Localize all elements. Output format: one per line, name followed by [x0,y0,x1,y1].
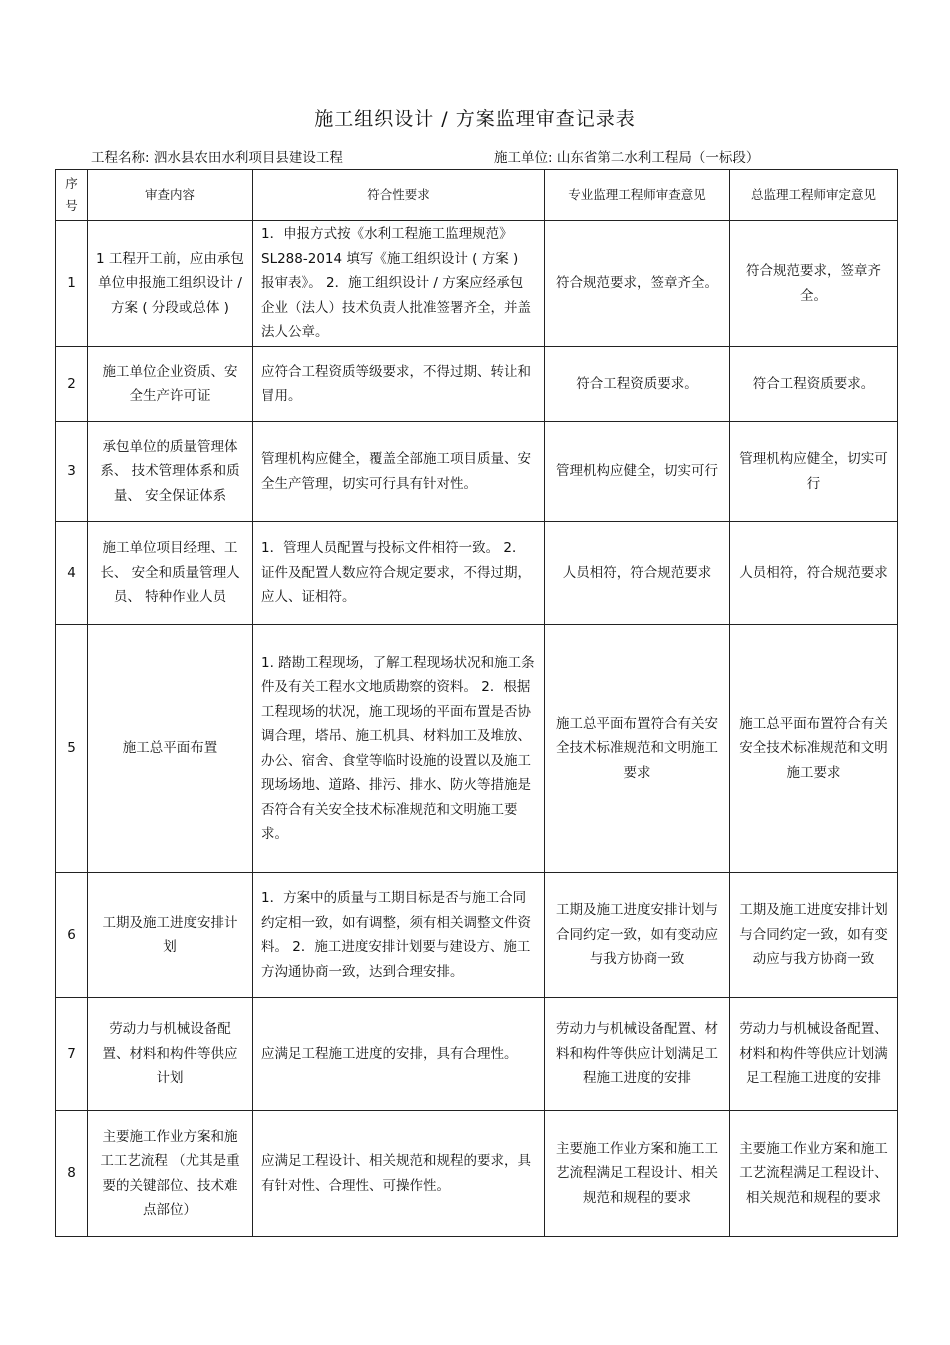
row-requirement: 1．管理人员配置与投标文件相符一致。 2．证件及配置人数应符合规定要求，不得过期，应人、证相符。 [253,522,545,625]
row-requirement: 1．申报方式按《水利工程施工监理规范》 SL288-2014 填写《施工组织设计 ( 方案 ) 报审表》。 2．施工组织设计 / 方案应经承包企业（法人）技术负责人批准签署齐全，并盖法人公章。 [253,221,545,347]
document-title: 施工组织设计 / 方案监理审查记录表 [314,108,636,130]
row-chief-opinion: 施工总平面布置符合有关安全技术标准规范和文明施工要求 [730,625,898,873]
row-requirement: 管理机构应健全，覆盖全部施工项目质量、安全生产管理，切实可行具有针对性。 [253,422,545,522]
row-chief-opinion: 符合工程资质要求。 [730,347,898,422]
row-content: 主要施工作业方案和施工工艺流程 （尤其是重要的关键部位、技术难点部位） [88,1111,253,1237]
table-row [56,998,898,1111]
row-content: 承包单位的质量管理体系、 技术管理体系和质量、 安全保证体系 [88,422,253,522]
table-header-row [56,170,898,221]
table-row [56,1111,898,1237]
row-content: 1 工程开工前，应由承包单位申报施工组织设计 / 方案 ( 分段或总体 ) [88,221,253,347]
contractor-name: 施工单位: 山东省第二水利工程局（一标段） [494,150,760,166]
row-requirement: 1. 踏勘工程现场，了解工程现场状况和施工条件及有关工程水文地质勘察的资料。 2．根据工程现场的状况，施工现场的平面布置是否协调合理，塔吊、施工机具、材料加工及堆放、办公、宿舍、食堂等临时设施的设置以及施工现场场地、道路、排污、排水、防火等措施是否符合有关安全技术标准规范和文明施工要求。 [253,625,545,873]
row-seq: 1 [56,221,88,347]
row-chief-opinion: 人员相符，符合规范要求 [730,522,898,625]
table-row [56,347,898,422]
row-content: 劳动力与机械设备配置、材料和构件等供应计划 [88,998,253,1111]
review-table [55,169,898,1237]
row-seq: 8 [56,1111,88,1237]
project-name: 工程名称: 泗水县农田水利项目县建设工程 [91,150,343,166]
row-requirement: 应满足工程施工进度的安排，具有合理性。 [253,998,545,1111]
table-row [56,422,898,522]
header-chief-opinion: 总监理工程师审定意见 [730,170,898,221]
table-row [56,221,898,347]
table-row [56,625,898,873]
row-requirement: 应符合工程资质等级要求，不得过期、转让和冒用。 [253,347,545,422]
row-seq: 5 [56,625,88,873]
row-seq: 7 [56,998,88,1111]
row-specialist-opinion: 主要施工作业方案和施工工艺流程满足工程设计、相关规范和规程的要求 [545,1111,730,1237]
row-seq: 6 [56,873,88,998]
row-specialist-opinion: 符合规范要求，签章齐全。 [545,221,730,347]
row-seq: 2 [56,347,88,422]
row-specialist-opinion: 人员相符，符合规范要求 [545,522,730,625]
table-row [56,873,898,998]
header-specialist-opinion: 专业监理工程师审查意见 [545,170,730,221]
row-content: 施工单位项目经理、工长、 安全和质量管理人员、 特种作业人员 [88,522,253,625]
row-chief-opinion: 主要施工作业方案和施工工艺流程满足工程设计、相关规范和规程的要求 [730,1111,898,1237]
row-chief-opinion: 工期及施工进度安排计划与合同约定一致，如有变动应与我方协商一致 [730,873,898,998]
row-specialist-opinion: 工期及施工进度安排计划与合同约定一致，如有变动应与我方协商一致 [545,873,730,998]
header-requirement: 符合性要求 [253,170,545,221]
row-specialist-opinion: 施工总平面布置符合有关安全技术标准规范和文明施工要求 [545,625,730,873]
row-specialist-opinion: 劳动力与机械设备配置、材料和构件等供应计划满足工程施工进度的安排 [545,998,730,1111]
row-requirement: 1．方案中的质量与工期目标是否与施工合同约定相一致，如有调整，须有相关调整文件资料。 2．施工进度安排计划要与建设方、施工方沟通协商一致，达到合理安排。 [253,873,545,998]
row-specialist-opinion: 符合工程资质要求。 [545,347,730,422]
row-chief-opinion: 管理机构应健全，切实可行 [730,422,898,522]
row-seq: 4 [56,522,88,625]
row-chief-opinion: 劳动力与机械设备配置、材料和构件等供应计划满足工程施工进度的安排 [730,998,898,1111]
header-content: 审查内容 [88,170,253,221]
header-seq: 序号 [56,170,88,221]
row-seq: 3 [56,422,88,522]
row-requirement: 应满足工程设计、相关规范和规程的要求，具有针对性、合理性、可操作性。 [253,1111,545,1237]
row-chief-opinion: 符合规范要求，签章齐全。 [730,221,898,347]
row-specialist-opinion: 管理机构应健全，切实可行 [545,422,730,522]
row-content: 工期及施工进度安排计划 [88,873,253,998]
row-content: 施工总平面布置 [88,625,253,873]
table-row [56,522,898,625]
row-content: 施工单位企业资质、安全生产许可证 [88,347,253,422]
